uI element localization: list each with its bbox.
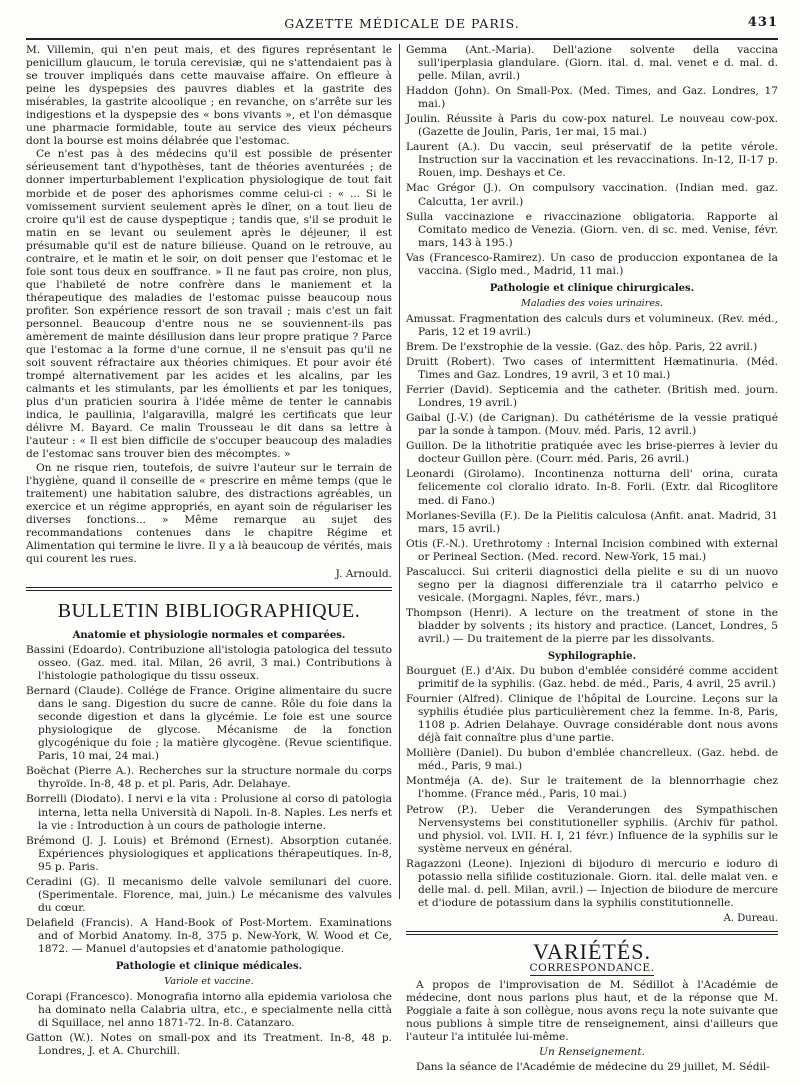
bibliography-entry: Ragazzoni (Leone). Injezioni di bijoduro di mercurio e ioduro di potassio nella sifilide costituzionale. Giorn. ital. delle malat ven. e delle mal. d. pell. Milan, avril.) — Injection de biiodure de mercure et d'iodure de potassium dans la syphilis constitutionnelle. (406, 857, 778, 909)
bibliography-entry: Sulla vaccinazione e rivaccinazione obligatoria. Rapporte al Comitato medico de Venezia. (Giorn. ven. di sc. med. Venise, févr. mars, 143 à 195.) (406, 210, 778, 249)
bibliography-entry: Boëchat (Pierre A.). Recherches sur la structure normale du corps thyroïde. In-8, 48 p. et pl. Paris, Adr. Delahaye. (26, 765, 392, 791)
section-heading: Anatomie et physiologie normales et comparées. (72, 629, 346, 641)
bibliography-entry: Ceradini (G). Il mecanismo delle valvole semilunari del cuore. (Sperimentale. Florence, mai, juin.) Le mécanisme des valvules du cœur. (26, 875, 392, 914)
bibliography-entry: Leonardi (Girolamo). Incontinenza notturna dell' orina, curata felicemente col cloralio idrato. In-8. Forli. (Extr. dal Ricoglitore med. di Fano.) (406, 468, 778, 507)
left-column (26, 44, 392, 1060)
bibliography-entry: Laurent (A.). Du vaccin, seul préservatif de la petite vérole. Instruction sur la vaccination et les revaccinations. In-12, II-17 p. Rouen, imp. Deshays et Ce. (406, 141, 778, 180)
bibliography-entry: Thompson (Henri). A lecture on the treatment of stone in the bladder by solvents ; its history and practice. (Lancet, Londres, 5 avril.) — Du traitement de la pierre par les dissolvants. (406, 606, 778, 645)
bibliography-entry: Druitt (Robert). Two cases of intermittent Hæmatinuria. (Méd. Times and Gaz. Londres, 19 avril, 3 et 10 mai.) (406, 356, 778, 382)
bibliography-entry: Petrow (P.). Ueber die Veranderungen des Sympathischen Nervensystems bei constitutioneller syphilis. (Archiv für pathol. und physiol. vol. LVII. H. I, 21 févr.) Influence de la syphilis sur le système nerveux en général. (406, 803, 778, 855)
varietes-title: VARIÉTÉS. (533, 938, 651, 964)
bibliography-entry: Brémond (J. J. Louis) et Brémond (Ernest). Absorption cutanée. Expériences physiologiques et applications thérapeutiques. In-8, 95 p. Paris. (26, 834, 392, 873)
bibliography-entry: Gatton (W.). Notes on small-pox and its Treatment. In-8, 48 p. Londres, J. et A. Churchill. (26, 1032, 392, 1058)
bulletin-title: BULLETIN BIBLIOGRAPHIQUE. (57, 599, 361, 622)
section-author: A. Dureau. (723, 912, 778, 924)
bibliography-entry: Borrelli (Diodato). I nervi e la vita : Prolusione al corso di patologia interna, letta nella Università di Napoli. In-8. Naples. Les nerfs et la vie : Introduction à un cours de pathologie interne. (26, 793, 392, 832)
bibliography-entry: Brem. De l'exstrophie de la vessie. (Gaz. des hôp. Paris, 22 avril.) (406, 340, 758, 353)
column-divider (399, 44, 400, 899)
bibliography-entry: Haddon (John). On Small-Pox. (Med. Times, and Gaz. Londres, 17 mai.) (406, 85, 778, 111)
bibliography-entry: Montméja (A. de). Sur le traitement de la blennorrhagie chez l'homme. (France méd., Paris, 10 mai.) (406, 775, 778, 801)
bibliography-entry: Ferrier (David). Septicemia and the catheter. (British med. journ. Londres, 19 avril.) (406, 384, 778, 410)
subsection-heading: Maladies des voies urinaires. (521, 297, 663, 309)
varietes-paragraph: Dans la séance de l'Académie de médecine du 29 juillet, M. Sédil- (416, 1061, 770, 1074)
right-column (406, 44, 778, 1074)
section-heading: Pathologie et clinique médicales. (115, 961, 303, 973)
correspondance-label: CORRESPONDANCE. (529, 962, 655, 974)
bibliography-entry: Vas (Francesco-Ramirez). Un caso de produccion expontanea de la vaccina. (Siglo med., Madrid, 11 mai.) (406, 251, 778, 277)
review-paragraph: On ne risque rien, toutefois, de suivre l'auteur sur le terrain de l'hygiène, quand il conseille de « prescrire en même temps (que le traitement) une habitation salubre, des distractions agréables, un exercice et un régime appropriés, en ayant soin de régulariser les diverses fonctions... » Même remarque au sujet des recommandations contenues dans le chapitre Régime et Alimentation qui termine le livre. Il y a là beaucoup de vérités, mais qui courent les rues. (26, 461, 392, 565)
varietes-subtitle: Un Renseignement. (539, 1046, 645, 1059)
bibliography-entry: Joulin. Réussite à Paris du cow-pox naturel. Le nouveau cow-pox. (Gazette de Joulin, Paris, 1er mai, 15 mai.) (406, 113, 778, 139)
bibliography-entry: Pascalucci. Sui criterii diagnostici della pielite e su di un nuovo segno per la diagnosi differenziale tra il catarrho pelvico e vesicale. (Morgagni. Naples, févr., mars.) (406, 565, 778, 604)
bibliography-entry: Amussat. Fragmentation des calculs durs et volumineux. (Rev. méd., Paris, 12 et 19 avril.) (406, 312, 778, 338)
bibliography-entry: Otis (F.-N.). Urethrotomy : Internal Incision combined with external or Perineal Section. (Med. record. New-York, 15 mai.) (406, 537, 778, 563)
bibliography-entry: Bourguet (E.) d'Aix. Du bubon d'emblée considéré comme accident primitif de la syphilis. (Gaz. hebd. de méd., Paris, 4 avril, 25 avril.) (406, 665, 778, 691)
page-header (26, 14, 778, 34)
bibliography-entry: Bassini (Edoardo). Contribuzione all'istologia patologica del tessuto osseo. (Gaz. med. ital. Milan, 26 avril, 3 mai.) Contributions à l'histologie pathologique du tissu osseux. (26, 643, 392, 683)
bibliography-entry: Gemma (Ant.-Maria). Dell'azione solvente della vaccina sull'iperplasia glandulare. (Giorn. ital. d. mal. venet e d. mal. d. pelle. Milan, avril.) (406, 44, 778, 83)
subsection-heading: Variole et vaccine. (164, 976, 254, 988)
review-signature: J. Arnould. (335, 567, 392, 580)
section-rule (406, 931, 778, 935)
page-number: 431 (747, 15, 778, 30)
correspondance-heading (406, 962, 778, 975)
bibliography-entry: Delafield (Francis). A Hand-Book of Post-Mortem. Examinations and of Morbid Anatomy. In-8, 375 p. New-York, W. Wood et Ce, 1872. — Manuel d'autopsies et d'anatomie pathologique. (26, 916, 392, 955)
bibliography-entry: Corapi (Francesco). Monografia intorno alla epidemia variolosa che ha dominato nella Calabria ultra, etc., e specialmente nella città di Squillace, nel anno 1871-72. In-8. Catanzaro. (26, 991, 392, 1030)
section-heading: Syphilographie. (547, 651, 637, 663)
review-paragraph: M. Villemin, qui n'en peut mais, et des figures représentant le penicillum glaucum, le torula cerevisiæ, qui ne s'attendaient pas à se trouver impliqués dans cette mauvaise affaire. On effleure à peine les dyspepsies des pauvres diables et la gastrite des misérables, la gastrite alcoolique ; en revanche, on s'arrête sur les indigestions et la dyspepsie des « bons vivants », et l'on démasque une pharmacie formidable, toute au service des vieux pécheurs dont la bourse est moins délabrée que l'estomac. (26, 44, 392, 148)
bibliography-entry: Gaibal (J.-V.) (de Carignan). Du cathétérisme de la vessie pratiqué par la sonde à tampon. (Mouv. méd. Paris, 12 avril.) (406, 412, 778, 438)
varietes-paragraph: A propos de l'improvisation de M. Sédillot à l'Académie de médecine, dont nous parlons plus haut, et de la réponse que M. Poggiale a faite à son collègue, nous avons reçu la note suivante que nous publions à simple titre de renseignement, ainsi d'ailleurs que l'auteur l'a intitulée lui-même. (406, 979, 778, 1044)
section-heading: Pathologie et clinique chirurgicales. (489, 282, 695, 294)
section-rule (26, 587, 392, 591)
bibliography-entry: Guillon. De la lithotritie pratiquée avec les brise-pierres à levier du docteur Guillon père. (Courr. méd. Paris, 26 avril.) (406, 440, 778, 466)
bibliography-entry: Bernard (Claude). Collége de France. Origine alimentaire du sucre dans le sang. Digestion du sucre de canne. Rôle du foie dans la seconde digestion et dans la glycémie. Le foie est une source physiologique de glycose. Mécanisme de la fonction glycogénique du foie ; la matière glycogène. (Revue scientifique. Paris, 10 mai, 24 mai.) (26, 685, 392, 763)
bibliography-entry: Mollière (Daniel). Du bubon d'emblée chancrelleux. (Gaz. hebd. de méd., Paris, 9 mai.) (406, 747, 778, 773)
bibliography-entry: Mac Grégor (J.). On compulsory vaccination. (Indian med. gaz. Calcutta, 1er avril.) (406, 182, 778, 208)
bibliography-entry: Morlanes-Sevilla (F.). De la Pielitis calculosa (Anfit. anat. Madrid, 31 mars, 15 avril.) (406, 509, 778, 535)
bibliography-entry: Fournier (Alfred). Clinique de l'hôpital de Lourcine. Leçons sur la syphilis étudiée plus particulièrement chez la femme. In-8, Paris, 1108 p. Adrien Delahaye. Ouvrage considérable dont nous avons déjà fait connaître plus d'une partie. (406, 693, 778, 745)
running-title: GAZETTE MÉDICALE DE PARIS. (284, 16, 520, 31)
header-rule (26, 38, 778, 40)
review-paragraph: Ce n'est pas à des médecins qu'il est possible de présenter sérieusement tant d'hypothèses, tant de théories aventurées ; de donner imperturbablement l'explication physiologique de tout fait morbide et de poser des aphorismes comme celui-ci : « ... Si le vomissement survient seulement après le dîner, on a tout lieu de croire qu'il est de cause dyspeptique ; tandis que, s'il se produit le matin en se levant ou seulement après le déjeuner, il est présumable qu'il est de nature bilieuse. Quand on le retrouve, au contraire, et le matin et le soir, on doit penser que l'estomac et le foie sont tous deux en souffrance. » Il ne faut pas croire, non plus, que l'habileté de notre confrère dans le maniement et la thérapeutique des maladies de l'estomac puisse beaucoup nous profiter. Son expérience ressort de son travail ; mais c'est un fait personnel. Beaucoup d'entre nous ne se souviennent-ils pas amèrement de mainte désillusion dans leur propre pratique ? Parce que l'estomac a la forme d'une cornue, il ne s'ensuit pas qu'il ne soit souvent réfractaire aux théories chimiques. Et pour avoir été trompé alternativement par les acides et les alcalins, par les calmants et les stimulants, par les émollients et par les toniques, plus d'un praticien sourira à l'idée même de tenter le cannabis indica, le paullinia, l'algaravilla, malgré les certificats que leur délivre M. Bayard. Ce malin Trousseau le dit dans sa lettre à l'auteur : « Il est bien difficile de s'occuper beaucoup des maladies de l'estomac sans trouver bien des mécomptes. » (26, 148, 392, 461)
